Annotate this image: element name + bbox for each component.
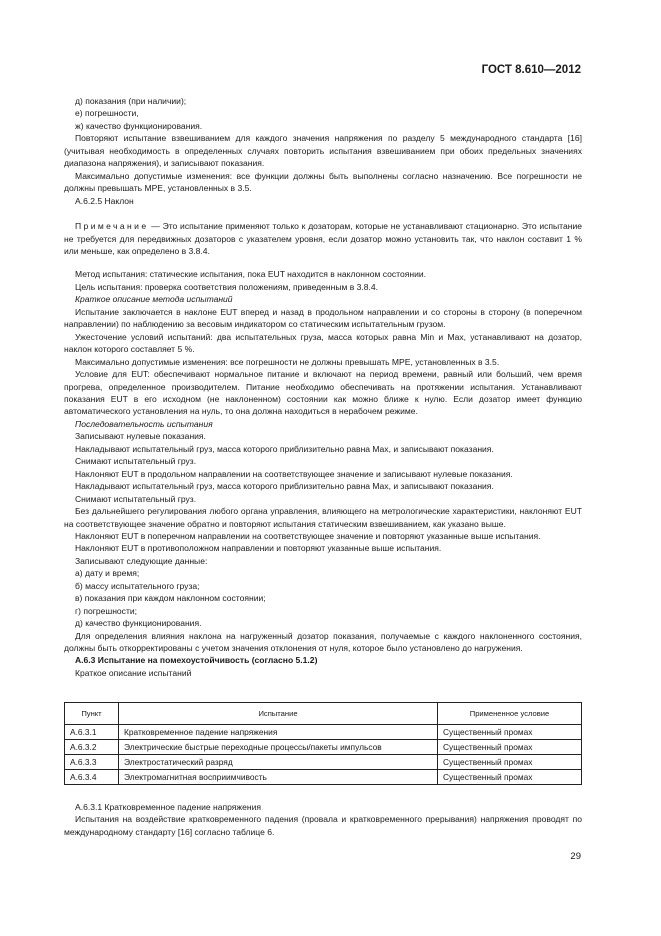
paragraph: Цель испытания: проверка соответствия положениям, приведенным в 3.8.4. (75, 281, 379, 292)
paragraph: ж) качество функционирования. (75, 120, 203, 131)
paragraph: Максимально допустимые изменения: все погрешности не должны превышать МРЕ, установленных в 3.5. (75, 356, 500, 367)
cell-test: Электромагнитная восприимчивость (119, 770, 438, 785)
paragraph: Повторяют испытание взвешиванием для каждого значения напряжения по разделу 5 международного стандарта [16] (учитывая необходимость в определенных случаях повторить испытания взвешиванием при обоих предельных значениях диапазона напряжения), и записывают показания. (64, 133, 582, 169)
paragraph: Записывают следующие данные: (75, 555, 208, 566)
paragraph: Условие для EUT: обеспечивают нормальное питание и включают на период времени, равный или больший, чем время прогрева, определенное производителем. Питание необходимо обеспечивать на протяжении испытания. Устанавливают показания EUT в его исходном (не наклоненном) состоянии как можно ближе к нулю. Если дозатор имеет функцию автоматического установления на нуль, то она должна находиться в нерабочем режиме. (64, 369, 582, 417)
paragraph: Краткое описание метода испытаний (75, 294, 233, 305)
section-a631 (64, 801, 582, 838)
paragraph: Наклоняют EUT в поперечном направлении на соответствующее значение и повторяют указанные выше испытания. (75, 530, 541, 541)
cell-condition: Существенный промах (438, 725, 582, 740)
paragraph: Снимают испытательный груз. (75, 493, 197, 504)
paragraph: г) погрешности; (75, 605, 138, 616)
paragraph: Накладывают испытательный груз, масса которого приблизительно равна Max, и записывают показания. (75, 481, 494, 492)
cell-item: А.6.3.2 (65, 740, 119, 755)
cell-item: А.6.3.1 (65, 725, 119, 740)
cell-test: Электрические быстрые переходные процессы/пакеты импульсов (119, 740, 438, 755)
paragraph: б) массу испытательного груза; (75, 580, 200, 591)
cell-test: Электростатический разряд (119, 755, 438, 770)
paragraph: Ужесточение условий испытаний: два испытательных груза, масса которых равна Min и Max, устанавливают на дозатор, наклон которого составляет 5 %. (64, 331, 582, 355)
paragraph: в) показания при каждом наклонном состоянии; (75, 593, 266, 604)
paragraph: а) дату и время; (75, 568, 140, 579)
paragraph: Записывают нулевые показания. (75, 431, 206, 442)
paragraph: д) качество функционирования. (75, 618, 202, 629)
paragraph: Максимально допустимые изменения: все функции должны быть выполнены согласно назначению. Все погрешности не должны превышать МРЕ, установленных в 3.5. (64, 170, 582, 194)
note-text: — Это испытание применяют только к дозаторам, которые не устанавливают стационарно. Это испытание не требуется для передвижных дозаторов с указателем уровня, если дозатор можно установить так, что наклон составит 1 % или меньше, как определено в 3.8.4. (64, 221, 582, 256)
paragraph: Наклоняют EUT в противоположном направлении и повторяют указанные выше испытания. (75, 543, 442, 554)
immunity-tests-table (64, 702, 582, 785)
cell-condition: Существенный промах (438, 755, 582, 770)
body-text (64, 95, 582, 679)
column-header-test: Испытание (119, 703, 438, 725)
cell-condition: Существенный промах (438, 770, 582, 785)
table-row (65, 755, 582, 770)
cell-item: А.6.3.4 (65, 770, 119, 785)
cell-condition: Существенный промах (438, 740, 582, 755)
table-header-row (65, 703, 582, 725)
page-number: 29 (570, 851, 581, 862)
paragraph: Накладывают испытательный груз, масса которого приблизительно равна Max, и записывают показания. (75, 443, 494, 454)
paragraph: д) показания (при наличии); (75, 96, 187, 106)
paragraph: А.6.2.5 Наклон (75, 195, 134, 206)
paragraph: Краткое описание испытаний (75, 667, 192, 678)
column-header-item: Пункт (65, 703, 119, 725)
document-id-header: ГОСТ 8.610—2012 (481, 64, 581, 76)
paragraph: е) погрешности, (75, 108, 139, 119)
cell-test: Кратковременное падение напряжения (119, 725, 438, 740)
section-heading: А.6.3 Испытание на помехоустойчивость (согласно 5.1.2) (75, 655, 318, 666)
paragraph: Снимают испытательный груз. (75, 456, 197, 467)
paragraph: Испытание заключается в наклоне EUT вперед и назад в продольном направлении и со стороны в сторону (в поперечном направлении) по наблюдению за весовым индикатором со статическим испытательным грузом. (64, 306, 582, 330)
paragraph: Наклоняют EUT в продольном направлении на соответствующее значение и записывают нулевые показания. (75, 468, 513, 479)
table-row (65, 770, 582, 785)
paragraph: Метод испытания: статические испытания, пока EUT находится в наклонном состоянии. (75, 269, 426, 280)
paragraph: Последовательность испытания (75, 418, 213, 429)
table-row (65, 740, 582, 755)
cell-item: А.6.3.3 (65, 755, 119, 770)
paragraph: Без дальнейшего регулирования любого органа управления, влияющего на метрологические характеристики, наклоняют EUT на соответствующее значение обратно и повторяют испытания статическим взвешиванием, как указано выше. (64, 506, 582, 529)
column-header-condition: Примененное условие (438, 703, 582, 725)
note-label: Примечание (75, 221, 149, 232)
table-row (65, 725, 582, 740)
subsection-heading: А.6.3.1 Кратковременное падение напряжения (75, 802, 261, 812)
paragraph: Испытания на воздействие кратковременного падения (провала и кратковременного прерывания) напряжения проводят по международному стандарту [16] согласно таблице 6. (64, 814, 582, 837)
paragraph: Для определения влияния наклона на нагруженный дозатор показания, получаемые с каждого наклоненного состояния, должны быть откорректированы с учетом значения отклонения от нуля, которое было установлено до нагружения. (64, 630, 582, 654)
note-paragraph (64, 220, 582, 257)
